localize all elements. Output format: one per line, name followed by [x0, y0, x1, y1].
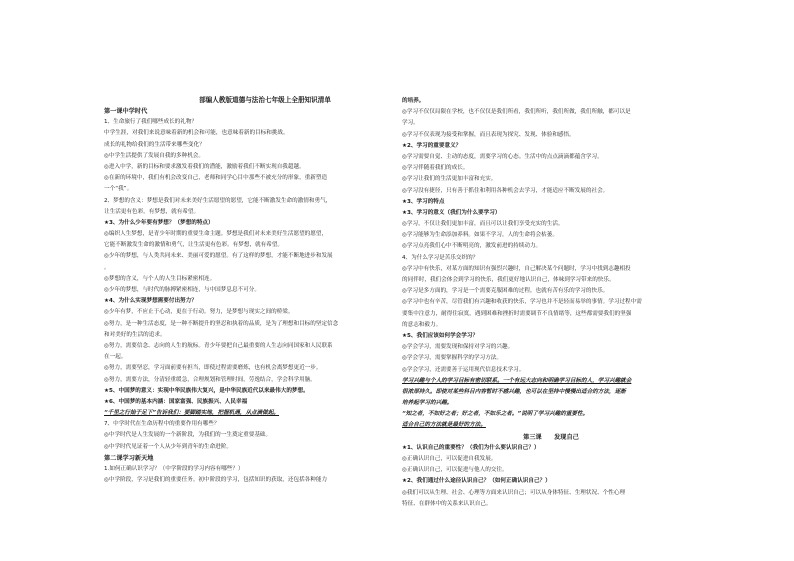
right-text-line: 适合自己的方法就是最好的方法。 — [402, 422, 486, 429]
left-text-line: ◎中学时代见证着一个人从少年到青年的生命进阶。 — [104, 443, 232, 450]
right-text-line: ★3、学习的意义（我们为什么要学习） — [402, 209, 501, 216]
right-text-line: ◎学习没有捷径，只有善于抓住和利用各种机会去学习，才能适应不断发展的社会。 — [402, 187, 609, 194]
left-text-line: 1、生命旅行了我们哪些成长的礼物？ — [104, 119, 198, 126]
right-text-line: ◎学习伴随着我们的成长。 — [402, 165, 469, 172]
left-text-line: ◎中学时代是人生发展的一个新阶段，为我们的一生奠定重要基础。 — [104, 432, 272, 439]
right-text-line: ◎学习中有快乐，对某方面的知识有强烈兴趣时，自己解决某个问题时，学习中找到志趣相投 — [402, 265, 631, 272]
left-column — [104, 94, 400, 486]
left-text-line: ◎中学阶段，学习是我们的重要任务。初中阶段的学习，包括知识的获取，还包括各种能力 — [104, 477, 328, 484]
left-text-line: 1.如何正确认识学习？（中学阶段的学习内容有哪些？） — [104, 466, 244, 472]
right-text-line: ◎正确认识自己，可以促进自我发展。 — [402, 456, 497, 462]
right-text-line: ◎学会学习，需要掌握科学的学习方法。 — [402, 355, 502, 362]
right-text-line: 很浓厚持久。即使对某些科目内容暂时不感兴趣，也可以在坚持中慢慢出适合的方法，逐渐 — [402, 388, 626, 395]
right-text-line: ◎我们可以从生理、社会、心理等方面来认识自己；可以从身体特征、生理状况、个性心理 — [402, 489, 626, 496]
right-text-line: 学习兴趣与个人的学习目标有密切联系。一个有远大志向和明确学习目标的人，学习兴趣就会 — [402, 377, 632, 384]
column-spacer — [104, 94, 400, 106]
right-text-line: ★1、认识自己的重要性？（我们为什么要认识自己？） — [402, 444, 540, 451]
left-text-line: 让生活更有色彩，有梦想，就有希望。 — [104, 208, 200, 215]
right-text-line: 的同伴时，我们会体会到学习的快乐，我们更好地认识自己，体味到学习带来的快乐。 — [402, 277, 615, 283]
left-text-line: 和对美好的生活的追求。 — [104, 331, 166, 338]
left-text-line: 2、梦想的含义：梦想是我们对未来美好生活愿望的愿望，它能不断激发生命的激情和勇气， — [104, 197, 332, 204]
right-text-line: “知之者，不如好之者；好之者，不如乐之者。”说明了学习兴趣的重要性。 — [402, 411, 589, 418]
right-text-line: ◎学会学习，需要发现和保持对学习的兴趣。 — [402, 344, 514, 351]
right-text-line: ◎学习不仅表现为接受和掌握，而且表现为探究、发现、体验和感悟。 — [402, 131, 575, 138]
right-text-line: 培养起学习的兴趣。 — [402, 400, 453, 407]
right-text-line: ◎学习中也有辛苦，尽管我们有兴趣和收获的快乐，学习也并不是轻而易举的事情。学习过程中需 — [402, 299, 642, 306]
left-text-line: 7、中学时代在生命历程中的重要作用有哪些？ — [104, 421, 220, 428]
left-text-line: ◎编织人生梦想，是青少年时期的重要生命主题。梦想是我们对未来美好生活愿望的愿望， — [104, 231, 328, 238]
right-text-line: 学习。 — [402, 120, 419, 127]
left-text-line: 成长的礼物给我们的生活带来哪些变化？ — [104, 141, 205, 148]
left-text-line: ◎努力，需要坚忍，学习面前要有担当，即使过程需要磨炼，也有机会离梦想更近一步。 — [104, 365, 322, 372]
right-text-line: ◎学习不仅仅局限在学校，也不仅仅是我们所看，我们所听，我们所做，我们所触，都可以是 — [402, 109, 631, 116]
right-text-line: ★2、学习的重要意义？ — [402, 142, 462, 149]
right-text-line: 要集中注意力，耐得住寂寞，遇到困难和挫折时需要调节不良情绪等，这些都需要我们的坚强 — [402, 310, 632, 317]
right-text-line: ◎学会学习，还需要善于运用现代信息技术学习。 — [402, 366, 525, 373]
left-text-line: 一个“我”。 — [104, 186, 133, 193]
left-text-line: ◎梦想的含义，与个人的人生目标紧密相连。 — [104, 275, 216, 282]
document-title: 部编人教版道德与法治七年级上全册知识清单 — [199, 96, 331, 104]
left-text-line: ★5、中国梦的意义：实现中华民族伟大复兴，是中华民族近代以来最伟大的梦想。 — [104, 387, 309, 394]
left-text-line: ◎少年有梦，不应止于心动，更在于行动。努力，是梦想与现实之间的桥梁。 — [104, 309, 294, 316]
left-text-line: ◎中学生活提供了发展自我的多种机会。 — [104, 152, 204, 159]
left-text-line: 第一课中学时代 — [104, 108, 148, 115]
left-text-line: 在一起。 — [104, 354, 127, 361]
left-text-line: 第二课学习新天地 — [104, 454, 154, 462]
right-text-line: 第三课 发现自己 — [523, 433, 579, 441]
left-text-line: 它能不断激发生命的激情和勇气，让生活更有色彩。有梦想，就有希望。 — [104, 242, 284, 249]
left-text-line: ◎努力，需要方法，分清轻重缓急，合理规划和管理时间，劳逸结合，学会科学用脑。 — [104, 376, 316, 383]
right-text-line: ★3、学习的特点 — [402, 198, 445, 205]
left-text-line: ★6、中国梦的基本内涵：国家富强、民族振兴、人民幸福 — [104, 398, 248, 405]
left-text-line: ◎进入中学，新的目标和要求激发着我们的潜能，激励着我们不断实现自我超越。 — [104, 163, 305, 170]
right-text-line: 的意志和毅力。 — [402, 321, 442, 328]
right-text-line: ◎学习让我们的生活更加丰富和充实。 — [402, 176, 497, 183]
right-text-line: ★2、我们通过什么途径认识自己？（如何正确认识自己？） — [402, 478, 551, 485]
right-text-line: ◎学习是多方面的，学习是一个需要克服困难的过程，也就有苦有乐的学习的快乐。 — [402, 288, 609, 295]
left-text-line: ★3、为什么少年要有梦想？（梦想的特点） — [104, 219, 214, 226]
right-column — [402, 96, 700, 510]
left-text-line: ◎努力，需要信念、志向的人生的航标。青少年要把自己最重要的人生志向同国家和人民联系 — [104, 342, 333, 349]
left-text-line: ◎努力，是一种生活态度，是一种不断提升的坚忍和执着的品质，是为了理想和目标的坚定信念 — [104, 320, 339, 327]
right-text-line: 的培养。 — [402, 98, 425, 104]
left-text-line: ◎在新的环境中，我们有机会改变自己，老师和同学心目中那些不被充分的形象，重新塑造 — [104, 175, 328, 182]
left-text-line: 。 — [104, 264, 110, 271]
left-text-line: “千里之行始于足下”告诉我们：要脚踏实地，把握机遇，从点滴做起。 — [104, 410, 280, 417]
right-text-line: 特征、在群体中的关系来认识自己。 — [402, 500, 492, 507]
right-text-line: ◎学习点亮我们心中不断明亮的，激发前进的持续动力。 — [402, 243, 542, 250]
left-text-line: ◎少年的梦想，与人类共同未来、美丽可爱的愿望。有了这样的梦想，才能不断地进步和发展 — [104, 253, 333, 260]
right-text-line: 4、为什么学习是苦乐交织的？ — [402, 254, 479, 261]
right-text-line: ★5、我们应该如何学会学习？ — [402, 332, 479, 339]
right-text-line: ◎学习需要自觉、主动的态度，需要学习的心态。生活中的点点滴滴都蕴含学习。 — [402, 153, 603, 160]
left-text-line: 中学生涯，对我们来说意味着新的机会和可能，也意味着新的目标和挑战。 — [104, 130, 289, 137]
left-text-line: ★4、为什么实现梦想需要付出努力？ — [104, 298, 197, 305]
right-text-line: ◎学习能够为生命添加养料。如果不学习，人的生命将会枯萎。 — [402, 232, 558, 239]
left-text-line: ◎少年的梦想，与时代的脉搏紧密相连，与中国梦息息不可分。 — [104, 287, 260, 293]
right-text-line: ◎正确认识自己，可以促进与他人的交往。 — [402, 467, 508, 474]
right-text-line: ◎学习，不仅让我们更加丰富，而且可以让我们享受充实的生活。 — [402, 221, 564, 228]
